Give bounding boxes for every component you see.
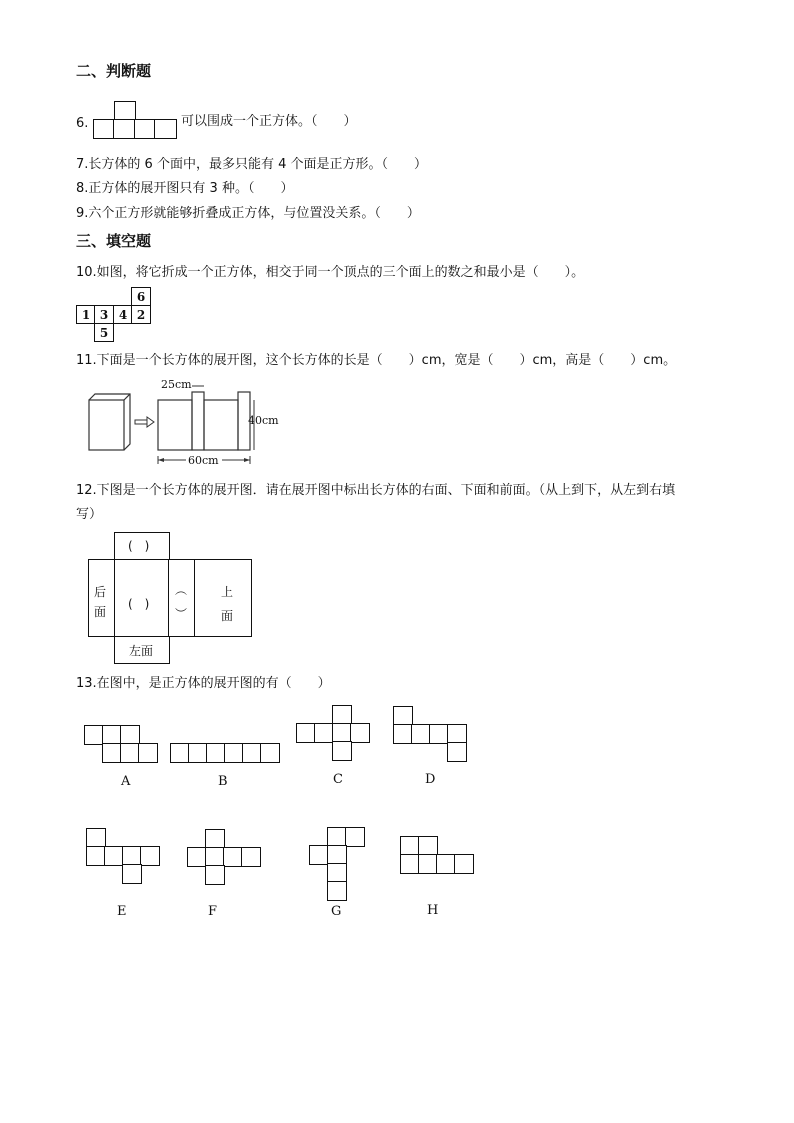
net-square: [429, 724, 449, 744]
net-label-F: F: [208, 904, 218, 919]
net-square: [224, 743, 244, 763]
top-label-2: 面: [221, 609, 234, 623]
net-square: [205, 829, 225, 849]
net-square: [241, 847, 261, 867]
net-square: [296, 723, 316, 743]
net-square: [447, 724, 467, 744]
net-label-G: G: [331, 904, 342, 919]
section-heading-fill-in: 三、填空题: [76, 232, 152, 250]
net-square: [400, 836, 420, 856]
net-A: [84, 725, 158, 763]
q10-text: 10.如图，将它折成一个正方体，相交于同一个顶点的三个面上的数之和最小是（ ）。: [76, 265, 585, 280]
net-square: [260, 743, 280, 763]
net-square: [104, 846, 124, 866]
q12-text-line1: 12.下图是一个长方体的展开图．请在展开图中标出长方体的右面、下面和前面。（从上到下，从左到右填: [76, 483, 676, 498]
face-5: 5: [94, 323, 114, 342]
net-label-B: B: [218, 774, 228, 789]
net-square: [113, 119, 136, 139]
net-square: [436, 854, 456, 874]
net-H: [400, 836, 474, 874]
net-square: [134, 119, 156, 139]
face-right-blank: [168, 559, 196, 637]
q9-text: 9.六个正方形就能够折叠成正方体，与位置没关系。（ ）: [76, 206, 420, 221]
net-square: [140, 846, 160, 866]
face-2: 2: [131, 305, 151, 324]
net-square: [122, 846, 142, 866]
net-square: [223, 847, 243, 867]
net-square: [86, 828, 106, 848]
q11-figure: [88, 378, 288, 470]
center-blank-paren: ( ): [128, 597, 150, 611]
face-1: 1: [76, 305, 96, 324]
net-square: [205, 865, 225, 885]
net-label-A: A: [121, 774, 131, 789]
section-heading-judgement: 二、判断题: [76, 62, 152, 80]
net-square: [120, 725, 140, 745]
net-square: [84, 725, 104, 745]
right-paren-open: ︵: [175, 583, 188, 597]
net-square: [242, 743, 262, 763]
dim-label-25cm: 25cm: [161, 378, 192, 391]
face-6: 6: [131, 287, 151, 306]
net-square: [447, 742, 467, 762]
q6-text: 可以围成一个正方体。（ ）: [181, 114, 357, 129]
net-E: [86, 828, 160, 884]
net-square: [138, 743, 158, 763]
net-square: [314, 723, 334, 743]
net-label-C: C: [333, 772, 343, 787]
right-paren-close: ︶: [175, 607, 188, 621]
net-square: [327, 827, 347, 847]
q11-text: 11.下面是一个长方体的展开图，这个长方体的长是（ ）cm，宽是（ ）cm，高是（ ）cm。: [76, 353, 677, 368]
net-square: [206, 743, 226, 763]
face-3: 3: [94, 305, 114, 324]
q12-text-line2: 写）: [76, 507, 103, 522]
face-4: 4: [113, 305, 133, 324]
net-square: [327, 881, 347, 901]
net-square: [170, 743, 190, 763]
q12-net: [88, 532, 252, 664]
dim-label-40cm: 40cm: [248, 414, 279, 427]
net-label-H: H: [427, 903, 439, 918]
net-D: [393, 706, 467, 762]
net-square: [418, 854, 438, 874]
net-square: [454, 854, 474, 874]
net-square: [122, 864, 142, 884]
net-square: [309, 845, 329, 865]
net-square: [187, 847, 207, 867]
net-square: [154, 119, 177, 139]
net-square: [205, 847, 225, 867]
net-square: [86, 846, 106, 866]
back-label-2: 面: [94, 605, 107, 619]
net-square: [418, 836, 438, 856]
q10-cube-net: [76, 287, 154, 345]
net-square: [120, 743, 140, 763]
q7-text: 7.长方体的 6 个面中，最多只能有 4 个面是正方形。（ ）: [76, 157, 427, 172]
net-square: [350, 723, 370, 743]
net-square: [327, 863, 347, 883]
top-label-1: 上: [221, 585, 234, 599]
net-square: [114, 101, 136, 121]
net-F: [187, 829, 261, 885]
net-B: [170, 743, 280, 763]
dim-label-60cm: 60cm: [188, 454, 219, 467]
net-square: [332, 705, 352, 725]
net-square: [188, 743, 208, 763]
net-square: [393, 706, 413, 726]
net-square: [93, 119, 115, 139]
net-square: [102, 743, 122, 763]
net-square: [102, 725, 122, 745]
left-face-label: 左面: [129, 644, 154, 658]
top-blank-paren: ( ): [128, 539, 150, 553]
net-square: [400, 854, 420, 874]
q13-text: 13.在图中，是正方体的展开图的有（ ）: [76, 676, 331, 691]
net-label-E: E: [117, 904, 127, 919]
net-square: [393, 724, 413, 744]
net-square: [332, 741, 352, 761]
net-C: [296, 705, 370, 761]
q6-net-figure: [93, 101, 177, 139]
back-label-1: 后: [94, 585, 107, 599]
net-square: [332, 723, 352, 743]
net-G: [309, 827, 365, 901]
q6-number: 6.: [76, 116, 89, 131]
net-square: [345, 827, 365, 847]
net-label-D: D: [425, 772, 436, 787]
q8-text: 8.正方体的展开图只有 3 种。（ ）: [76, 181, 294, 196]
net-square: [411, 724, 431, 744]
net-square: [327, 845, 347, 865]
